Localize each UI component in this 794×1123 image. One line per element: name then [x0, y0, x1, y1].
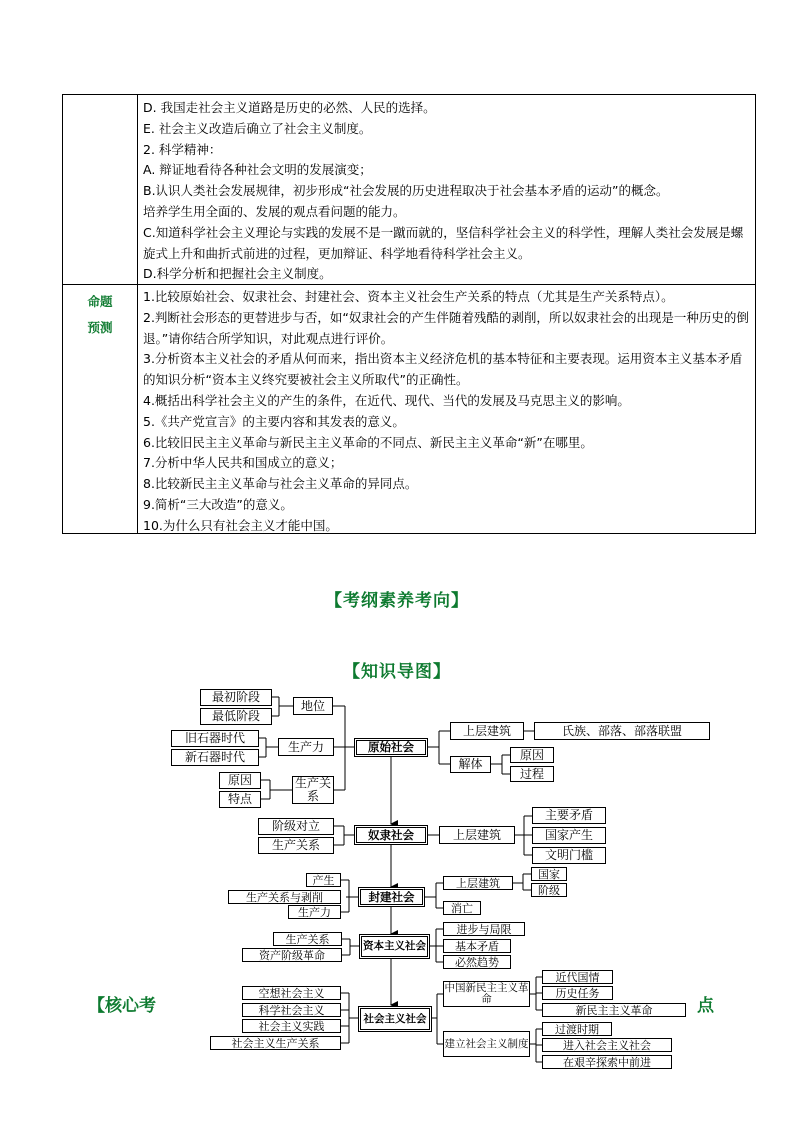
node-scientific-socialism: 科学社会主义: [242, 1003, 341, 1017]
outline-heading: 【考纲素养考向】: [325, 591, 469, 611]
list-item: 7.分析中华人民共和国成立的意义；: [143, 455, 343, 471]
node-state-emergence: 国家产生: [532, 827, 606, 844]
list-item: 8.比较新民主主义革命与社会主义革命的异同点。: [143, 476, 418, 492]
node-socialist-society: 社会主义社会: [358, 1006, 432, 1032]
node-historical-task: 历史任务: [542, 986, 613, 1000]
list-item: 9.简析“三大改造”的意义。: [143, 496, 293, 512]
list-item: 培养学生用全面的、发展的观点看问题的能力。: [143, 203, 406, 219]
list-item: B.认识人类社会发展规律，初步形成“社会发展的历史进程取决于社会基本矛盾的运动”的概念。: [143, 183, 669, 199]
list-item: 10.为什么只有社会主义才能中国。: [143, 517, 338, 533]
node-feudal-superstructure: 上层建筑: [443, 876, 513, 890]
node-paleolithic: 旧石器时代: [171, 730, 259, 747]
list-item: 4.概括出科学社会主义的产生的条件，在近代、现代、当代的发展及马克思主义的影响。: [143, 392, 630, 408]
node-socialist-practice: 社会主义实践: [242, 1019, 341, 1033]
list-item: 2.判断社会形态的更替进步与否，如“奴隶社会的产生伴随着残酷的剥削，所以奴隶社会的出现是一种历史的倒退。”请你结合所学知识，对此观点进行评价。: [143, 309, 749, 346]
node-class-opposition: 阶级对立: [258, 818, 334, 835]
node-dissolution-cause: 原因: [510, 747, 554, 763]
mindmap-heading: 【知识导图】: [343, 662, 451, 682]
node-feudal-origin: 产生: [306, 873, 341, 887]
node-capitalist-society: 资本主义社会: [359, 934, 430, 959]
node-productivity: 生产力: [278, 738, 334, 756]
node-transition-period: 过渡时期: [542, 1022, 612, 1036]
prediction-label-2: 预测: [87, 320, 113, 335]
node-inevitable-trend: 必然趋势: [443, 955, 511, 969]
list-item: E. 社会主义改造后确立了社会主义制度。: [143, 120, 372, 136]
list-item: 3.分析资本主义社会的矛盾从何而来，指出资本主义经济危机的基本特征和主要表现。运用资本主义基本矛盾的知识分析“资本主义终究要被社会主义所取代”的正确性。: [143, 351, 743, 388]
node-slave-society: 奴隶社会: [354, 825, 428, 845]
node-superstructure: 上层建筑: [450, 722, 524, 740]
node-feudal-state: 国家: [531, 867, 567, 881]
node-feature: 特点: [219, 791, 261, 808]
node-new-democratic-rev: 新民主主义革命: [542, 1003, 686, 1017]
node-cause: 原因: [219, 772, 261, 789]
node-clan-tribe: 氏族、部落、部落联盟: [534, 722, 710, 740]
node-modern-conditions: 近代国情: [542, 970, 613, 984]
node-primitive-society: 原始社会: [354, 738, 428, 757]
node-status-lowest: 最低阶段: [200, 708, 272, 725]
list-item: 1.比较原始社会、奴隶社会、封建社会、资本主义社会生产关系的特点（尤其是生产关系特点）。: [143, 289, 674, 304]
list-item: 5.《共产党宣言》的主要内容和其发表的意义。: [143, 413, 405, 429]
node-basic-contradiction: 基本矛盾: [443, 939, 511, 953]
node-dissolution-process: 过程: [510, 766, 554, 782]
node-feudal-exploitation: 生产关系与剥削: [228, 890, 341, 904]
node-utopian-socialism: 空想社会主义: [242, 986, 341, 1000]
node-capitalist-relations: 生产关系: [273, 932, 342, 946]
node-status: 地位: [293, 697, 333, 715]
node-slave-relations: 生产关系: [258, 837, 334, 854]
node-establish-socialism: 建立社会主义制度: [443, 1031, 530, 1057]
node-civilization-threshold: 文明门槛: [532, 847, 606, 864]
node-bourgeois-revolution: 资产阶级革命: [242, 948, 342, 962]
list-item: 2. 科学精神：: [143, 141, 222, 157]
node-new-democratic-revolution: 中国新民主主义革命: [444, 982, 529, 1005]
node-progress-limits: 进步与局限: [443, 922, 525, 936]
node-production-relations: 生产关系: [292, 776, 334, 804]
node-status-initial: 最初阶段: [200, 689, 272, 706]
node-feudal-society: 封建社会: [358, 887, 425, 907]
node-enter-socialism: 进入社会主义社会: [542, 1038, 672, 1052]
node-main-contradiction: 主要矛盾: [532, 807, 606, 824]
list-item: 6.比较旧民主主义革命与新民主主义革命的不同点、新民主主义革命“新”在哪里。: [143, 434, 593, 450]
core-heading-left: 【核心考: [88, 996, 156, 1016]
core-heading-right: 点: [697, 996, 714, 1016]
node-dissolution: 解体: [450, 756, 491, 773]
node-feudal-productivity: 生产力: [288, 905, 341, 919]
node-socialist-relations: 社会主义生产关系: [210, 1036, 341, 1050]
prediction-label-1: 命题: [87, 294, 113, 309]
list-item: D.科学分析和把握社会主义制度。: [143, 266, 332, 282]
node-neolithic: 新石器时代: [171, 749, 259, 766]
node-arduous-exploration: 在艰辛探索中前进: [542, 1055, 672, 1069]
node-feudal-demise: 消亡: [443, 901, 481, 915]
list-item: A. 辩证地看待各种社会文明的发展演变；: [143, 162, 372, 178]
node-feudal-class: 阶级: [531, 883, 567, 897]
list-item: C.知道科学社会主义理论与实践的发展不是一蹴而就的，坚信科学社会主义的科学性，理解人类社会发展是螺旋式上升和曲折式前进的过程，更加辩证、科学地看待科学社会主义。: [143, 224, 744, 261]
node-slave-superstructure: 上层建筑: [439, 826, 515, 844]
list-item: D. 我国走社会主义道路是历史的必然、人民的选择。: [143, 100, 436, 115]
